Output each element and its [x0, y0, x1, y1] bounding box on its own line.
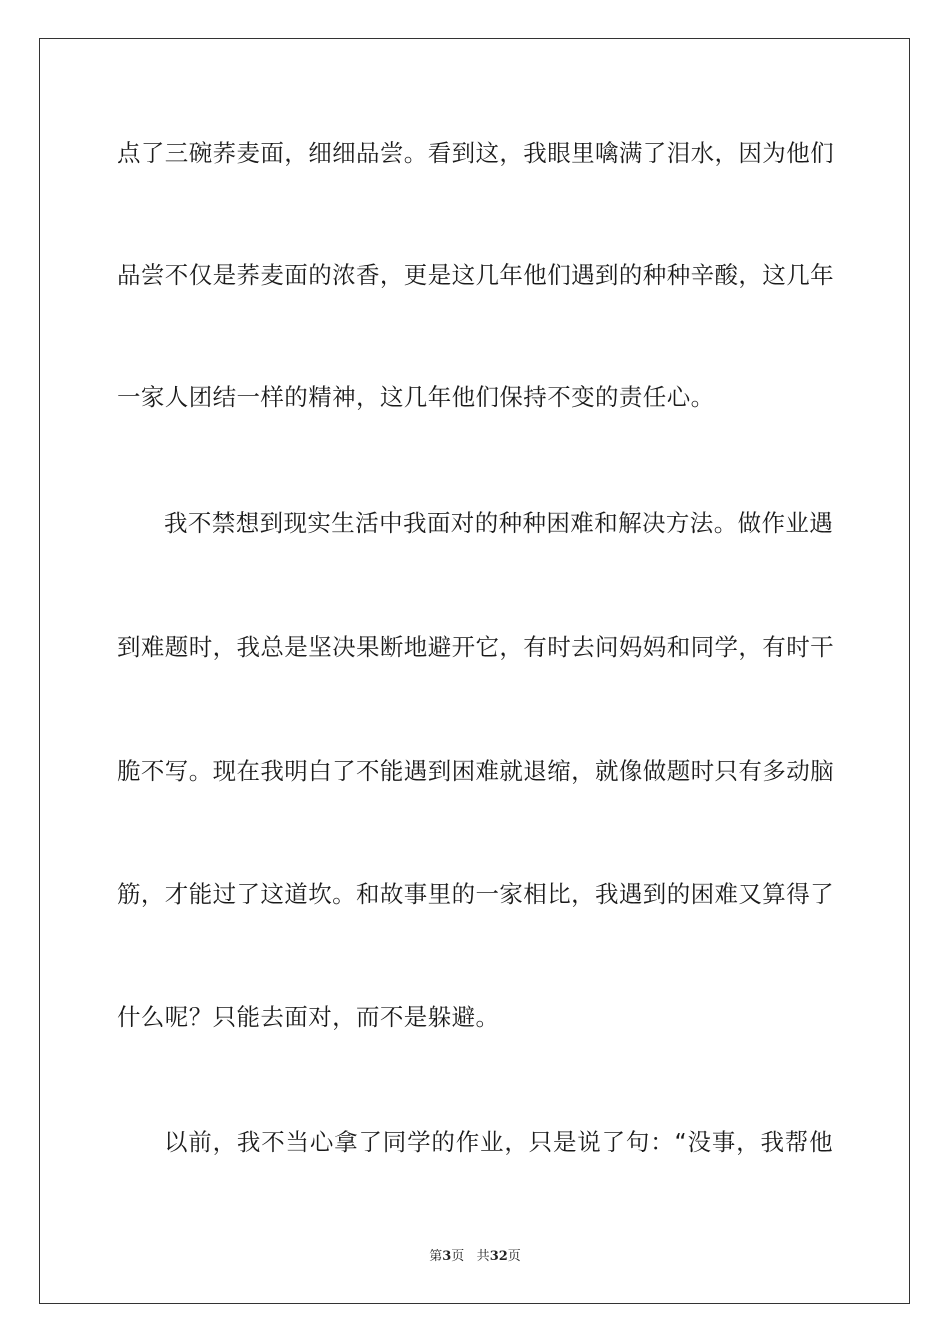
- paragraph-line: 到难题时，我总是坚决果断地避开它，有时去问妈妈和同学，有时干: [117, 633, 834, 661]
- paragraph-line: 以前，我不当心拿了同学的作业，只是说了句：“没事，我帮他: [164, 1128, 833, 1156]
- paragraph-line: 品尝不仅是荞麦面的浓香，更是这几年他们遇到的种种辛酸，这几年: [117, 261, 834, 289]
- page-frame: [39, 38, 910, 1304]
- page-unit: 页: [451, 1249, 465, 1264]
- paragraph-line: 一家人团结一样的精神，这几年他们保持不变的责任心。: [117, 383, 715, 411]
- total-prefix: 共: [476, 1249, 490, 1264]
- paragraph-line: 点了三碗荞麦面，细细品尝。看到这，我眼里噙满了泪水，因为他们: [117, 139, 834, 167]
- total-unit: 页: [507, 1249, 521, 1264]
- paragraph-line: 我不禁想到现实生活中我面对的种种困难和解决方法。做作业遇: [164, 509, 834, 537]
- paragraph-line: 脆不写。现在我明白了不能遇到困难就退缩，就像做题时只有多动脑: [117, 757, 834, 785]
- paragraph-line: 什么呢？只能去面对，而不是躲避。: [117, 1003, 500, 1031]
- paragraph-line: 筋，才能过了这道坎。和故事里的一家相比，我遇到的困难又算得了: [117, 880, 834, 908]
- page-prefix: 第: [429, 1249, 443, 1264]
- page-number: 3: [442, 1249, 452, 1264]
- page-footer: [0, 1245, 950, 1264]
- total-pages: 32: [489, 1249, 508, 1264]
